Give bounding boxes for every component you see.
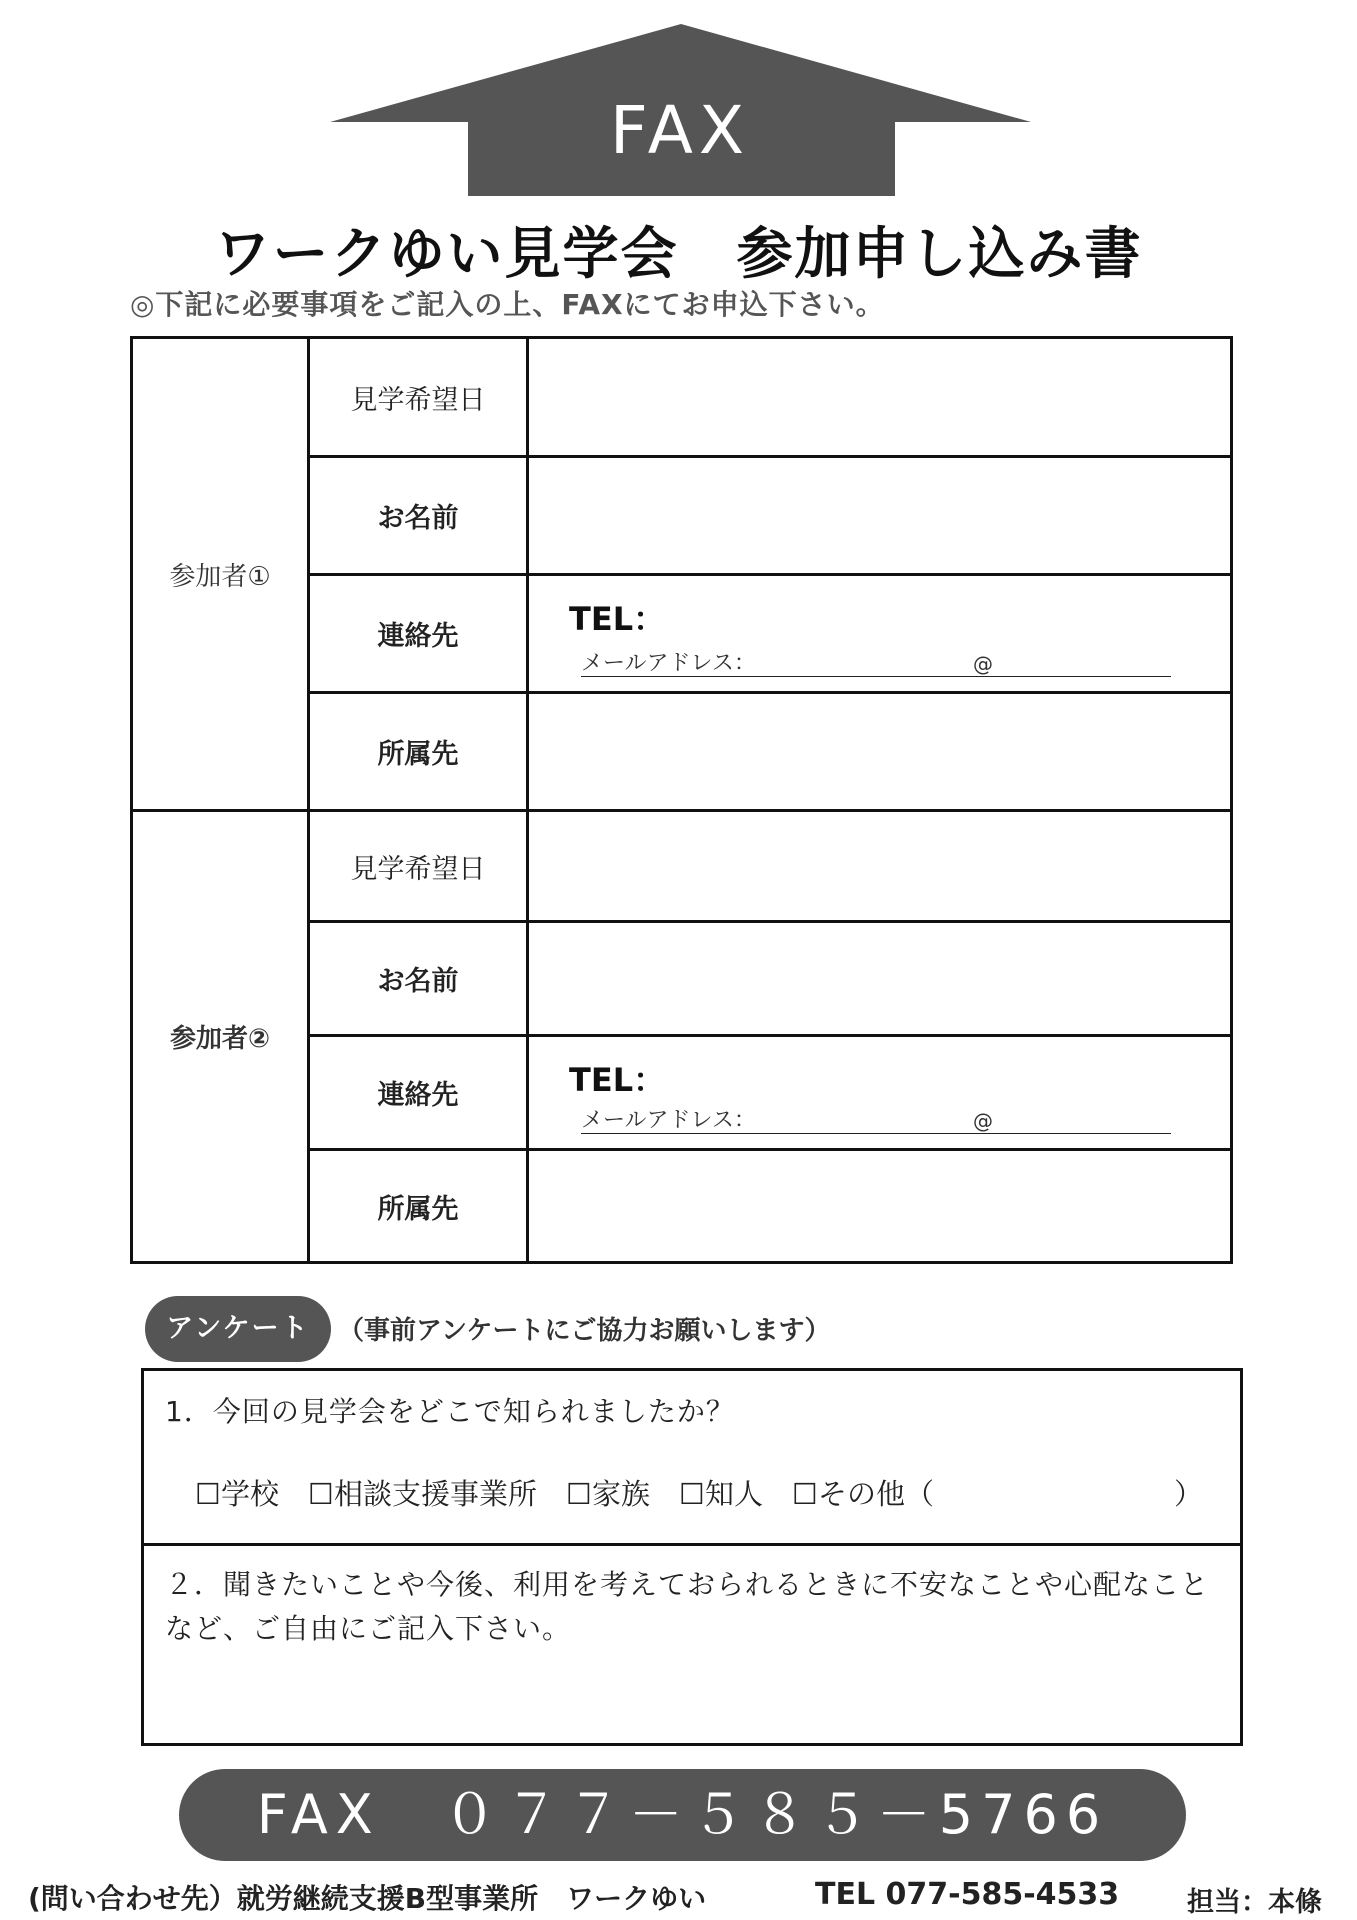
p1-date-row [132,338,1232,457]
footer-person: 担当：本條 [1187,1887,1322,1918]
survey-q1-options-close: ） [1174,1477,1204,1511]
survey-badge: アンケート [145,1296,331,1362]
p2-date-label: 見学希望日 [309,811,528,922]
footer-tel: TEL 077-585-4533 [815,1877,1120,1912]
page-title: ワークゆい見学会 参加申し込み書 [214,222,1143,287]
p2-mail-line[interactable] [581,1103,1171,1134]
fax-number-bar: FAX ０７７－５８５－5766 [179,1769,1186,1861]
p2-mail-label: メールアドレス： [581,1108,756,1133]
p1-name-input[interactable] [528,457,1232,575]
p1-name-label: お名前 [309,457,528,575]
p1-affiliation-input[interactable] [528,693,1232,811]
p1-affiliation-label: 所属先 [309,693,528,811]
p2-affiliation-label: 所属先 [309,1150,528,1263]
p2-at-sign: @ [973,1109,993,1133]
p1-contact-label: 連絡先 [309,575,528,693]
p2-name-label: お名前 [309,922,528,1036]
p1-mail-line[interactable] [581,646,1171,677]
p2-contact-label: 連絡先 [309,1036,528,1150]
participant2-label: 参加者② [132,811,309,1263]
p1-contact-input[interactable] [528,575,1232,693]
instruction-text: ◎下記に必要事項をご記入の上、FAXにてお申込下さい。 [130,288,885,321]
survey-divider [141,1543,1243,1546]
p2-contact-input[interactable] [528,1036,1232,1150]
p2-date-row [132,811,1232,922]
p1-tel-label: TEL： [569,600,666,638]
participant1-label: 参加者① [132,338,309,811]
survey-question-1: 1．今回の見学会をどこで知られましたか？ [165,1395,735,1428]
p2-affiliation-input[interactable] [528,1150,1232,1263]
p2-tel-label: TEL： [569,1061,666,1099]
survey-note: （事前アンケートにご協力お願いします） [338,1316,831,1346]
fax-header-label: FAX [609,92,751,169]
p1-date-label: 見学希望日 [309,338,528,457]
p2-name-input[interactable] [528,922,1232,1036]
survey-question-2[interactable]: ２．聞きたいことや今後、利用を考えておられるときに不安なことや心配なことなど、ご自由にご記入下さい。 [165,1568,1210,1645]
footer-contact: (問い合わせ先）就労継続支援B型事業所 ワークゆい [28,1882,707,1915]
p2-date-input[interactable] [528,811,1232,922]
survey-q1-options[interactable]: ☐学校 ☐相談支援事業所 ☐家族 ☐知人 ☐その他（ [195,1477,934,1511]
p1-mail-label: メールアドレス： [581,651,756,676]
application-form-table [130,336,1233,1264]
p1-date-input[interactable] [528,338,1232,457]
p1-at-sign: @ [973,652,993,676]
